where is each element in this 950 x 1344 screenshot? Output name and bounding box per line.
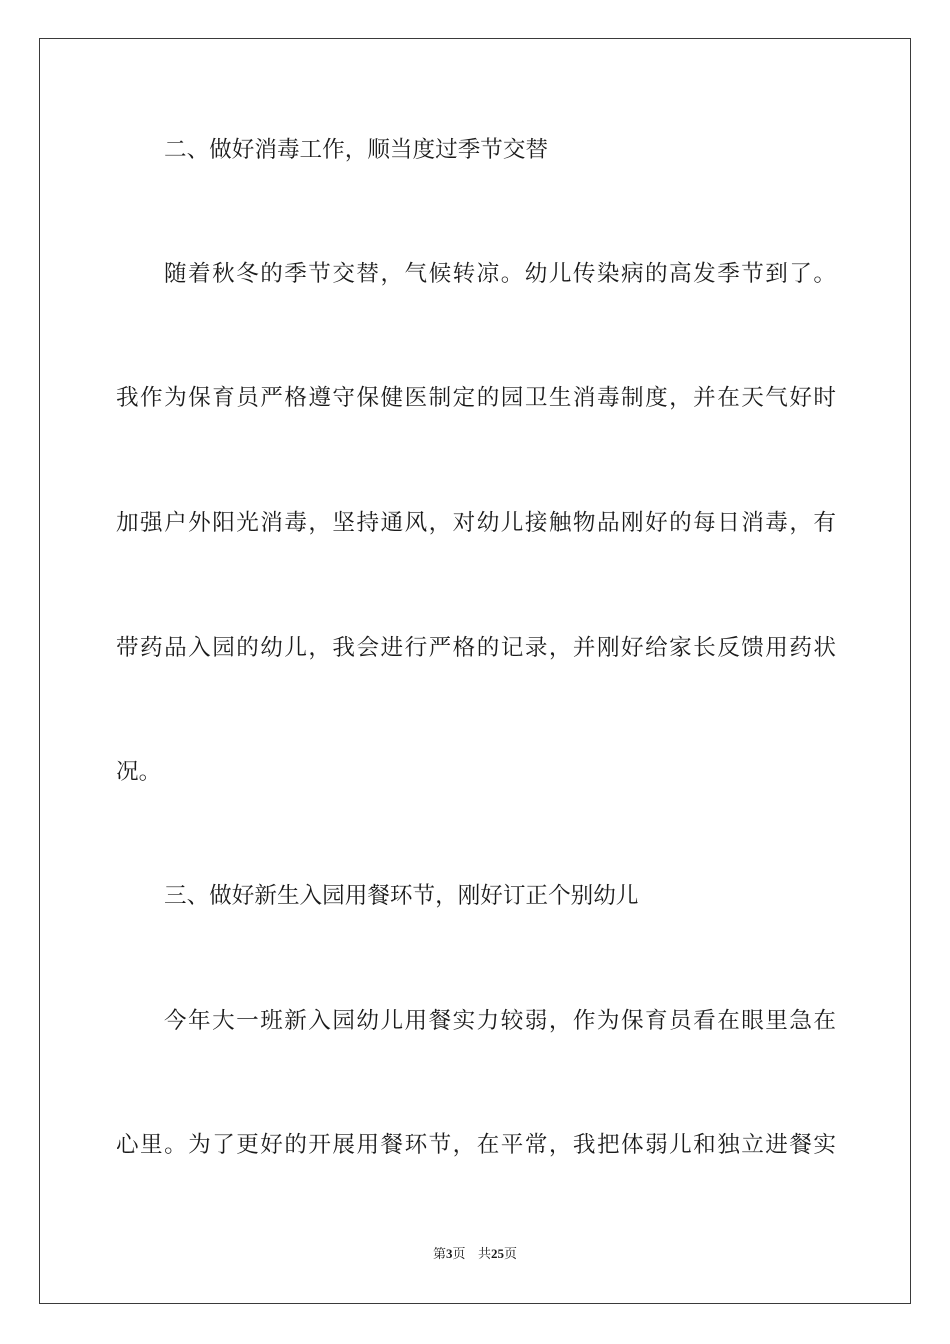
paragraph-line: 带药品入园的幼儿，我会进行严格的记录，并刚好给家长反馈用药状 — [116, 635, 836, 661]
page-number: 3 — [446, 1246, 453, 1261]
section-heading-2: 二、做好消毒工作，顺当度过季节交替 — [164, 137, 549, 163]
page-border — [39, 38, 911, 1304]
paragraph-line: 今年大一班新入园幼儿用餐实力较弱，作为保育员看在眼里急在 — [164, 1008, 836, 1034]
paragraph-line: 加强户外阳光消毒，坚持通风，对幼儿接触物品刚好的每日消毒，有 — [116, 510, 836, 536]
section-heading-3: 三、做好新生入园用餐环节，刚好订正个别幼儿 — [164, 883, 639, 909]
paragraph-line: 心里。为了更好的开展用餐环节，在平常，我把体弱儿和独立进餐实 — [116, 1132, 836, 1158]
paragraph-line: 我作为保育员严格遵守保健医制定的园卫生消毒制度，并在天气好时 — [116, 385, 836, 411]
page-prefix: 第 — [433, 1247, 447, 1262]
page-footer — [0, 1245, 950, 1264]
paragraph-line: 随着秋冬的季节交替，气候转凉。幼儿传染病的高发季节到了。 — [164, 261, 836, 287]
total-suffix: 页 — [503, 1247, 517, 1262]
total-prefix: 共 — [477, 1247, 491, 1262]
page-suffix: 页 — [452, 1247, 466, 1262]
total-pages: 25 — [490, 1246, 504, 1261]
paragraph-line: 况。 — [116, 759, 162, 785]
